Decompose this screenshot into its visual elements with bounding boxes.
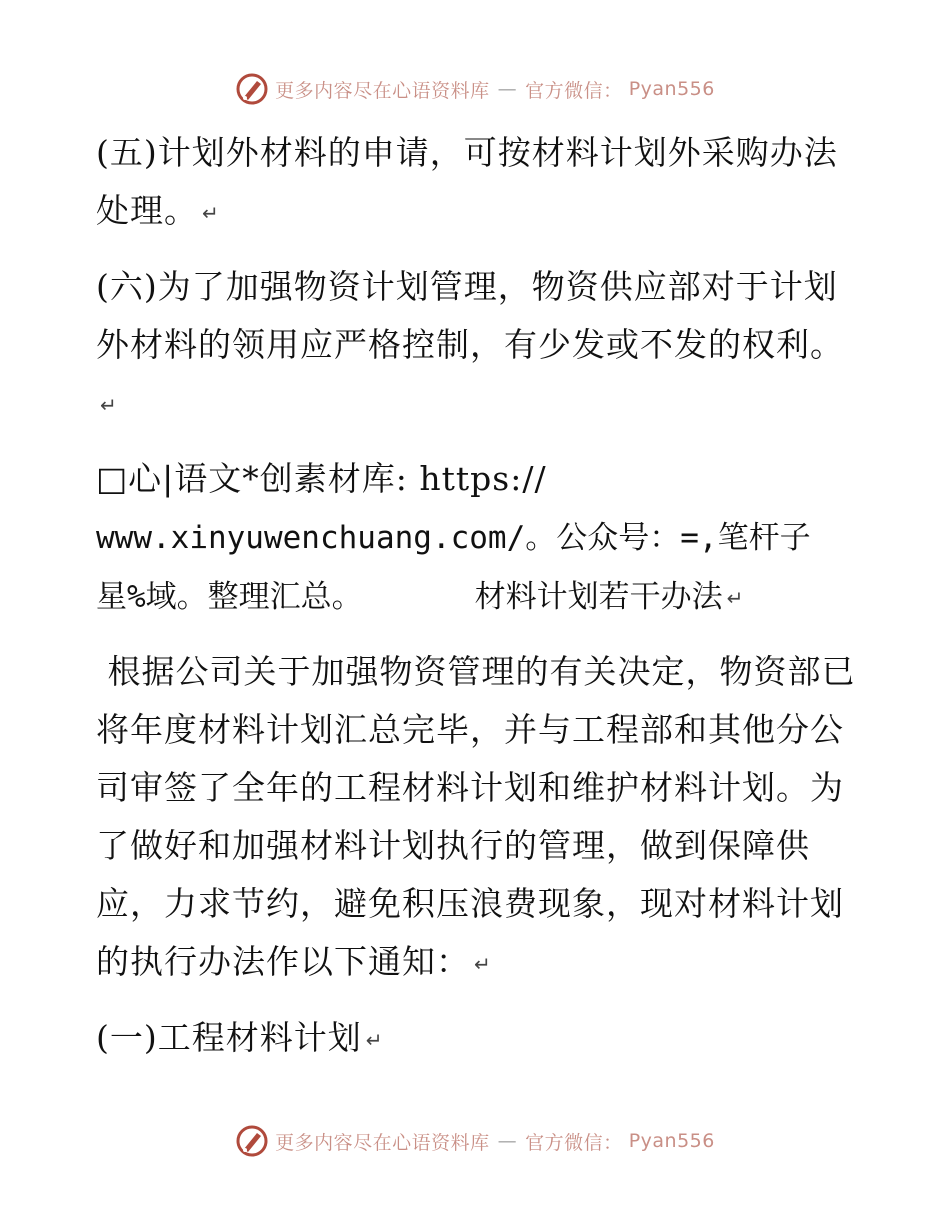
watermark-id: Pyan556 xyxy=(628,1130,715,1152)
watermark-text: 更多内容尽在心语资料库 xyxy=(275,1131,490,1154)
paragraph-text: 根据公司关于加强物资管理的有关决定，物资部已将年度材料计划汇总完毕，并与工程部和其他分公司审签了全年的工程材料计划和维护材料计划。为了做好和加强材料计划执行的管理，做到保障供应，力求节约，避免积压浪费现象，现对材料计划的执行办法作以下通知： xyxy=(96,652,856,981)
paragraph-mark: ↵ xyxy=(726,586,745,610)
source-line-2: www.xinyuwenchuang.com/。公众号：=,笔杆子星%域。整理汇总。 材料计划若干办法 xyxy=(96,520,811,615)
watermark-separator: — xyxy=(497,1130,518,1152)
intro-paragraph xyxy=(96,643,856,993)
source-line-1: □心|语文*创素材库: https:// xyxy=(96,459,547,498)
paragraph-text: (一)工程材料计划 xyxy=(96,1018,362,1057)
pen-logo-icon xyxy=(235,72,269,106)
paragraph-mark: ↵ xyxy=(100,393,118,417)
header-watermark xyxy=(0,72,950,106)
footer-watermark xyxy=(0,1124,950,1158)
watermark-suffix: 官方微信： xyxy=(525,1131,623,1154)
paragraph-text: (六)为了加强物资计划管理，物资供应部对于计划外材料的领用应严格控制，有少发或不发的权利。 xyxy=(96,267,844,364)
pen-logo-icon xyxy=(235,1124,269,1158)
paragraph-mark: ↵ xyxy=(365,1028,384,1052)
paragraph-5 xyxy=(96,124,856,242)
paragraph-text: (五)计划外材料的申请，可按材料计划外采购办法处理。 xyxy=(96,133,838,230)
watermark-separator: — xyxy=(497,78,518,100)
paragraph-mark: ↵ xyxy=(202,201,220,225)
watermark-id: Pyan556 xyxy=(628,78,715,100)
source-paragraph xyxy=(96,450,856,627)
section-heading xyxy=(96,1009,856,1069)
watermark-text: 更多内容尽在心语资料库 xyxy=(275,79,490,102)
watermark-suffix: 官方微信： xyxy=(525,79,623,102)
paragraph-6 xyxy=(96,258,856,434)
document-body xyxy=(96,124,856,1085)
paragraph-mark: ↵ xyxy=(474,952,492,976)
